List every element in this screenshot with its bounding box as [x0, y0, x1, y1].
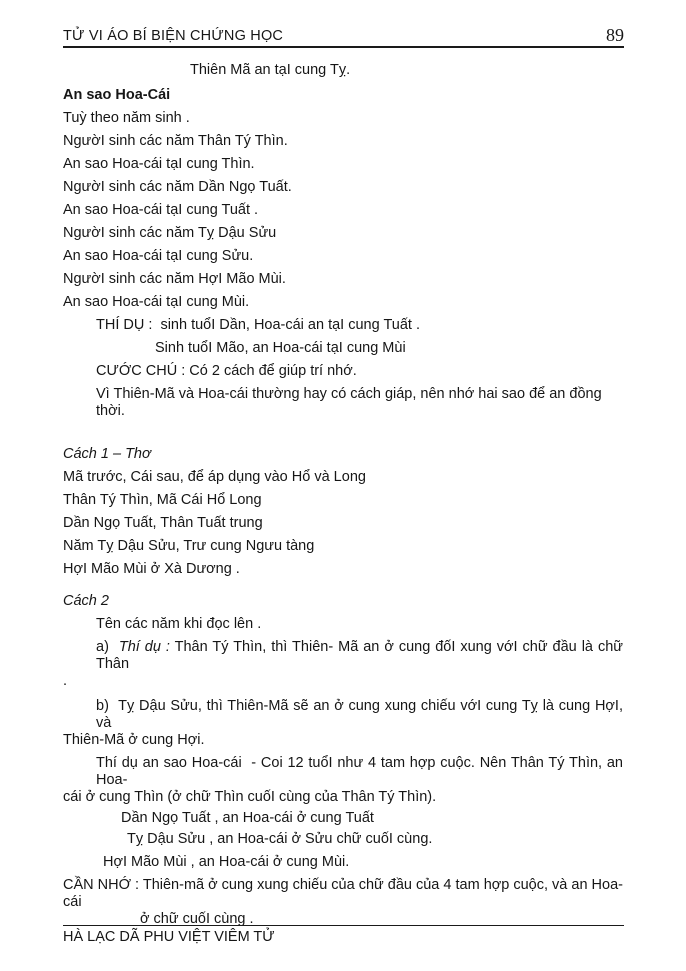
text-line: CƯỚC CHÚ : Có 2 cách để giúp trí nhớ. [96, 363, 357, 379]
running-title: TỬ VI ÁO BÍ BIỆN CHỨNG HỌC [63, 28, 284, 44]
text-line: NgườI sinh các năm HợI Mão Mùi. [63, 271, 286, 287]
text-line: Sinh tuổI Mão, an Hoa-cái tạI cung Mùi [155, 340, 406, 356]
text-line: An sao Hoa-cái tạI cung Tuất . [63, 202, 259, 218]
page-number: 89 [606, 25, 624, 45]
text-line: ở chữ cuốI cùng . [140, 911, 254, 927]
text-line: Mã trước, Cái sau, để áp dụng vào Hổ và Long [63, 469, 366, 485]
text-segment: a) [96, 639, 119, 655]
text-line: An sao Hoa-cái tạI cung Thìn. [63, 156, 255, 172]
text-line: An sao Hoa-Cái [63, 87, 171, 103]
text-line: Cách 2 [63, 593, 109, 609]
text-line: HợI Mão Mùi ở Xà Dương . [63, 561, 240, 577]
text-line: NgườI sinh các năm Dần Ngọ Tuất. [63, 179, 292, 195]
text-line: Tên các năm khi đọc lên . [96, 616, 262, 632]
text-line: An sao Hoa-cái tạI cung Sửu. [63, 248, 254, 264]
text-line: Vì Thiên-Mã và Hoa-cái thường hay có cách giáp, nên nhớ hai sao để an đồng thời. [96, 386, 602, 419]
text-line: Cách 1 – Thơ [63, 446, 151, 462]
page-header [63, 0, 624, 48]
text-line: Năm Tỵ Dậu Sửu, Trư cung Ngưu tàng [63, 538, 315, 554]
text-line: Dần Ngọ Tuất , an Hoa-cái ở cung Tuất [121, 810, 374, 826]
page-body [63, 46, 623, 934]
text-line [96, 639, 623, 673]
text-line: Thí dụ an sao Hoa-cái - Coi 12 tuổI như 4 tam hợp cuộc. Nên Thân Tý Thìn, an Hoa- [96, 755, 623, 788]
text-line: NgườI sinh các năm Tỵ Dậu Sửu [63, 225, 277, 241]
page-footer [63, 925, 624, 945]
text-line: Dần Ngọ Tuất, Thân Tuất trung [63, 515, 263, 531]
text-line: CẦN NHỚ : Thiên-mã ở cung xung chiếu của chữ đầu của 4 tam hợp cuộc, và an Hoa-cái [63, 877, 623, 910]
text-line: . [63, 673, 68, 689]
text-line: Tỵ Dậu Sửu , an Hoa-cái ở Sửu chữ cuốI cùng. [127, 831, 433, 847]
text-line: THÍ DỤ : sinh tuổI Dần, Hoa-cái an tạI cung Tuất . [96, 317, 420, 333]
text-line: Tuỳ theo năm sinh . [63, 110, 190, 126]
text-line: NgườI sinh các năm Thân Tý Thìn. [63, 133, 288, 149]
text-line: Thân Tý Thìn, Mã Cái Hổ Long [63, 492, 262, 508]
text-line: Thiên-Mã ở cung Hợi. [63, 732, 205, 748]
text-line: An sao Hoa-cái tạI cung Mùi. [63, 294, 250, 310]
footer-author: HÀ LẠC DÃ PHU VIỆT VIÊM TỬ [63, 929, 275, 945]
text-line: HợI Mão Mùi , an Hoa-cái ở cung Mùi. [103, 854, 350, 870]
italic-text-segment: Thí dụ : [118, 639, 170, 655]
text-line: b) Tỵ Dậu Sửu, thì Thiên-Mã sẽ an ở cung xung chiếu vớI cung Tỵ là cung HợI, và [96, 698, 623, 731]
text-line: cái ở cung Thìn (ở chữ Thìn cuốI cùng của Thân Tý Thìn). [63, 789, 437, 805]
text-line: Thiên Mã an tạI cung Tỵ. [190, 62, 351, 78]
text-segment: Thân Tý Thìn, thì Thiên- Mã an ở cung đốI xung vớI chữ đầu là chữ Thân [96, 639, 623, 672]
